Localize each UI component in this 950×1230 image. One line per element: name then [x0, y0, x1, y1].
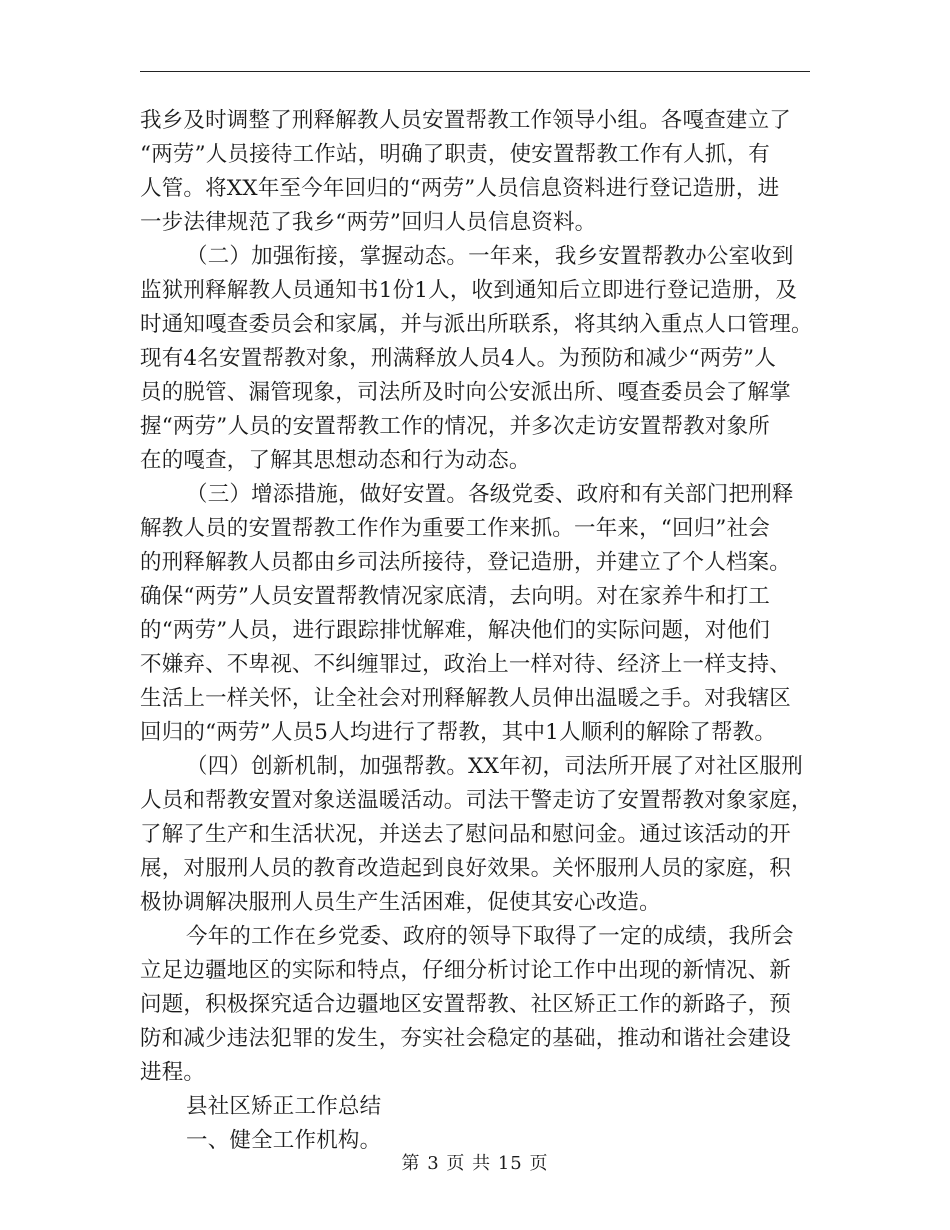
text-line: 防和减少违法犯罪的发生，夯实社会稳定的基础，推动和谐社会建设 — [140, 1026, 792, 1051]
text-line: 县社区矫正工作总结 — [186, 1094, 382, 1119]
text-line: 人管。将XX年至今年回归的“两劳”人员信息资料进行登记造册，进 — [140, 176, 780, 201]
text-line: 确保“两劳”人员安置帮教情况家底清，去向明。对在家养牛和打工 — [140, 584, 770, 609]
text-line: “两劳”人员接待工作站，明确了职责，使安置帮教工作有人抓，有 — [140, 142, 770, 167]
text-line: （四）创新机制，加强帮教。XX年初，司法所开展了对社区服刑 — [186, 754, 803, 779]
text-line: 时通知嘎查委员会和家属，并与派出所联系，将其纳入重点人口管理。 — [140, 312, 813, 337]
text-line: 展，对服刑人员的教育改造起到良好效果。关怀服刑人员的家庭，积 — [140, 856, 792, 881]
text-line: 人员和帮教安置对象送温暖活动。司法干警走访了安置帮教对象家庭， — [140, 788, 813, 813]
document-body — [140, 104, 812, 1158]
page-number-footer: 第 3 页 共 15 页 — [401, 1153, 549, 1174]
text-line: 进程。 — [140, 1060, 206, 1085]
text-line: （三）增添措施，做好安置。各级党委、政府和有关部门把刑释 — [186, 482, 794, 507]
text-line: 的“两劳”人员，进行跟踪排忧解难，解决他们的实际问题，对他们 — [140, 618, 770, 643]
text-line: （二）加强衔接，掌握动态。一年来，我乡安置帮教办公室收到 — [186, 244, 794, 269]
text-line: 生活上一样关怀，让全社会对刑释解教人员伸出温暖之手。对我辖区 — [140, 686, 792, 711]
text-line: 一步法律规范了我乡“两劳”回归人员信息资料。 — [140, 210, 597, 235]
text-line: 了解了生产和生活状况，并送去了慰问品和慰问金。通过该活动的开 — [140, 822, 792, 847]
text-line: 今年的工作在乡党委、政府的领导下取得了一定的成绩，我所会 — [186, 924, 794, 949]
text-line: 立足边疆地区的实际和特点，仔细分析讨论工作中出现的新情况、新 — [140, 958, 792, 983]
text-line: 问题，积极探究适合边疆地区安置帮教、社区矫正工作的新路子，预 — [140, 992, 792, 1017]
text-line: 不嫌弃、不卑视、不纠缠罪过，政治上一样对待、经济上一样支持、 — [140, 652, 792, 677]
text-line: 在的嘎查，了解其思想动态和行为动态。 — [140, 448, 531, 473]
text-line: 解教人员的安置帮教工作作为重要工作来抓。一年来，“回归”社会 — [140, 516, 770, 541]
header-rule — [140, 71, 810, 72]
text-line: 我乡及时调整了刑释解教人员安置帮教工作领导小组。各嘎查建立了 — [140, 108, 792, 133]
text-line: 员的脱管、漏管现象，司法所及时向公安派出所、嘎查委员会了解掌 — [140, 380, 792, 405]
text-line: 极协调解决服刑人员生产生活困难，促使其安心改造。 — [140, 890, 661, 915]
text-line: 现有4名安置帮教对象，刑满释放人员4人。为预防和减少“两劳”人 — [140, 346, 777, 371]
text-line: 握“两劳”人员的安置帮教工作的情况，并多次走访安置帮教对象所 — [140, 414, 770, 439]
text-line: 监狱刑释解教人员通知书1份1人，收到通知后立即进行登记造册，及 — [140, 278, 798, 303]
text-line: 回归的“两劳”人员5人均进行了帮教，其中1人顺利的解除了帮教。 — [140, 720, 777, 745]
text-line: 的刑释解教人员都由乡司法所接待，登记造册，并建立了个人档案。 — [140, 550, 792, 575]
text-line: 一、健全工作机构。 — [186, 1128, 382, 1153]
